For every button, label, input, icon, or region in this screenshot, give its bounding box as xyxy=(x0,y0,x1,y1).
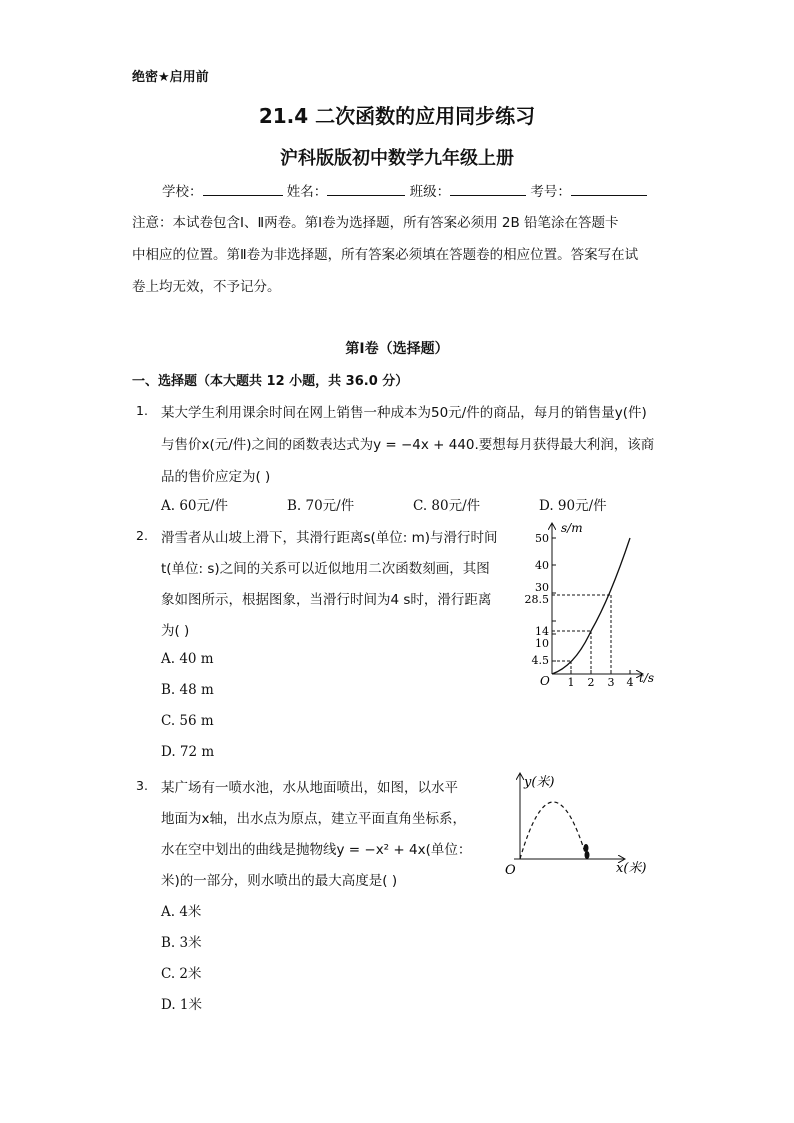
question-text: 品的售价应定为( ) xyxy=(161,469,271,485)
page-title: 21.4 二次函数的应用同步练习 xyxy=(258,104,536,128)
option-c[interactable]: C. 80元/件 xyxy=(413,498,481,514)
question-text: 与售价x(元/件)之间的函数表达式为y = −4x + 440.要想每月获得最大利润，该商 xyxy=(161,437,655,453)
question-number: 3. xyxy=(136,778,148,793)
question-text: 地面为x轴，出水点为原点，建立平面直角坐标系， xyxy=(161,811,466,827)
question-number: 1. xyxy=(136,403,148,418)
option-d[interactable]: D. 90元/件 xyxy=(539,498,607,514)
y-tick-label: 4.5 xyxy=(531,654,549,667)
option-c[interactable]: C. 56 m xyxy=(161,713,214,729)
fountain-graph xyxy=(500,768,660,884)
x-tick-label: 2 xyxy=(587,676,595,689)
y-tick-label: 30 xyxy=(535,581,549,594)
x-tick-label: 4 xyxy=(626,676,634,689)
secret-label: 绝密★启用前 xyxy=(132,70,209,85)
x-tick-label: 1 xyxy=(567,676,575,689)
name-blank[interactable] xyxy=(327,182,405,196)
section-title: 一、选择题（本大题共 12 小题，共 36.0 分） xyxy=(132,374,409,389)
option-a[interactable]: A. 40 m xyxy=(161,651,214,667)
origin-label: O xyxy=(505,863,516,878)
question-number: 2. xyxy=(136,528,148,543)
y-tick-label: 10 xyxy=(535,637,549,650)
y-tick-label: 50 xyxy=(535,532,549,545)
notice-line: 卷上均无效，不予记分。 xyxy=(132,279,281,295)
class-label: 班级： xyxy=(409,184,451,200)
x-axis-label: t/s xyxy=(639,671,655,685)
question-text: 水在空中划出的曲线是抛物线y = −x² + 4x(单位： xyxy=(161,842,472,858)
option-c[interactable]: C. 2米 xyxy=(161,966,202,982)
student-info xyxy=(162,180,647,200)
origin-label: O xyxy=(540,674,550,688)
y-tick-label: 40 xyxy=(535,559,549,572)
water-drop xyxy=(584,844,589,852)
school-blank[interactable] xyxy=(203,182,283,196)
option-b[interactable]: B. 70元/件 xyxy=(287,498,355,514)
exam-no-label: 考号： xyxy=(530,184,571,200)
option-b[interactable]: B. 3米 xyxy=(161,935,202,951)
school-label: 学校： xyxy=(162,184,203,200)
question-text: 某大学生利用课余时间在网上销售一种成本为50元/件的商品，每月的销售量y(件) xyxy=(161,405,647,421)
x-axis-label: x(米) xyxy=(616,861,647,876)
y-axis-label: s/m xyxy=(561,521,583,535)
y-tick-label: 14 xyxy=(535,625,549,638)
option-a[interactable]: A. 60元/件 xyxy=(161,498,229,514)
notice-line: 注意：本试卷包含Ⅰ、Ⅱ两卷。第Ⅰ卷为选择题，所有答案必须用 2B 铅笔涂在答题卡 xyxy=(132,215,619,231)
question-text: 米)的一部分，则水喷出的最大高度是( ) xyxy=(161,873,398,889)
question-text: 为( ) xyxy=(161,623,190,639)
distance-time-graph xyxy=(524,518,670,690)
notice-line: 中相应的位置。第Ⅱ卷为非选择题，所有答案必须填在答题卷的相应位置。答案写在试 xyxy=(132,247,639,263)
class-blank[interactable] xyxy=(450,182,526,196)
part-title: 第Ⅰ卷（选择题） xyxy=(345,341,449,357)
name-label: 姓名： xyxy=(286,184,328,200)
exam-no-blank[interactable] xyxy=(571,182,647,196)
y-tick-label: 28.5 xyxy=(524,593,549,606)
question-text: t(单位: s)之间的关系可以近似地用二次函数刻画，其图 xyxy=(161,561,490,577)
water-arc xyxy=(520,802,587,859)
question-text: 象如图所示，根据图象，当滑行时间为4 s时，滑行距离 xyxy=(161,592,492,608)
x-tick-label: 3 xyxy=(607,676,615,689)
option-d[interactable]: D. 1米 xyxy=(161,997,203,1013)
page-subtitle: 沪科版版初中数学九年级上册 xyxy=(280,148,514,169)
option-a[interactable]: A. 4米 xyxy=(161,904,202,920)
option-b[interactable]: B. 48 m xyxy=(161,682,214,698)
question-text: 滑雪者从山坡上滑下，其滑行距离s(单位: m)与滑行时间 xyxy=(161,530,498,546)
y-axis-label: y(米) xyxy=(524,775,555,790)
option-d[interactable]: D. 72 m xyxy=(161,744,215,760)
question-text: 某广场有一喷水池，水从地面喷出，如图，以水平 xyxy=(161,780,458,796)
water-drop xyxy=(585,851,590,859)
